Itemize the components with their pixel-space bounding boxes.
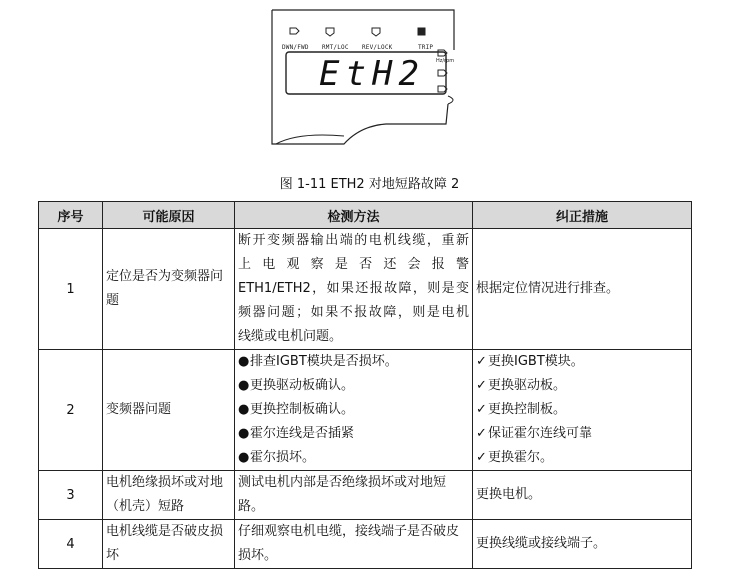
row-method: 测试电机内部是否绝缘损坏或对地短路。 (235, 471, 473, 520)
list-item: ●排查IGBT模块是否损坏。 (238, 350, 469, 374)
checkmark-icon: ✓ (476, 402, 487, 417)
method-line: 上电观察是否还会报警 (238, 257, 469, 272)
checkmark-icon: ✓ (476, 450, 487, 465)
lcd-display-text: EtH2 (319, 54, 425, 94)
fault-table (38, 201, 692, 569)
bullet-icon: ● (238, 426, 250, 441)
table-row (39, 471, 692, 520)
bullet-icon: ● (238, 378, 250, 393)
table-header-row (39, 202, 692, 229)
unit-label: Hz/rpm (436, 58, 455, 64)
row-num: 4 (39, 520, 103, 569)
row-method: 仔细观察电机电缆，接线端子是否破皮损坏。 (235, 520, 473, 569)
led-icon (290, 28, 425, 36)
row-method (235, 350, 473, 471)
header-method: 检测方法 (235, 202, 473, 229)
row-num: 1 (39, 229, 103, 350)
indicator-label: DWN/FWD (282, 44, 309, 51)
list-item: ✓更换霍尔。 (476, 446, 688, 470)
list-item: ✓更换驱动板。 (476, 374, 688, 398)
row-cause: 电机绝缘损坏或对地（机壳）短路 (103, 471, 235, 520)
indicator-label: TRIP (418, 44, 434, 51)
row-num: 2 (39, 350, 103, 471)
method-line: ETH1/ETH2，如果还报故障，则是变 (238, 281, 469, 296)
list-item: ●更换控制板确认。 (238, 398, 469, 422)
bullet-icon: ● (238, 402, 250, 417)
table-row (39, 350, 692, 471)
keypad-figure (268, 6, 468, 150)
table-row (39, 229, 692, 350)
bullet-icon: ● (238, 354, 250, 369)
row-cause: 变频器问题 (103, 350, 235, 471)
method-line: 线缆或电机问题。 (238, 329, 343, 344)
list-item: ●霍尔损坏。 (238, 446, 469, 470)
method-line: 断开变频器输出端的电机线缆，重新 (238, 233, 469, 248)
header-cause: 可能原因 (103, 202, 235, 229)
row-action: 更换线缆或接线端子。 (473, 520, 692, 569)
checkmark-icon: ✓ (476, 354, 487, 369)
indicator-label: RMT/LOC (322, 44, 349, 51)
figure-caption: 图 1-11 ETH2 对地短路故障 2 (279, 177, 460, 192)
list-item: ✓更换控制板。 (476, 398, 688, 422)
checkmark-icon: ✓ (476, 426, 487, 441)
list-item: ●更换驱动板确认。 (238, 374, 469, 398)
list-item: ●霍尔连线是否插紧 (238, 422, 469, 446)
row-num: 3 (39, 471, 103, 520)
row-action (473, 350, 692, 471)
header-action: 纠正措施 (473, 202, 692, 229)
indicator-label: REV/LOCK (362, 44, 393, 51)
row-method (235, 229, 473, 350)
list-item: ✓更换IGBT模块。 (476, 350, 688, 374)
table-row (39, 520, 692, 569)
header-num: 序号 (39, 202, 103, 229)
row-action: 更换电机。 (473, 471, 692, 520)
bullet-icon: ● (238, 450, 250, 465)
checkmark-icon: ✓ (476, 378, 487, 393)
row-cause: 定位是否为变频器问题 (103, 229, 235, 350)
row-action: 根据定位情况进行排查。 (473, 229, 692, 350)
list-item: ✓保证霍尔连线可靠 (476, 422, 688, 446)
row-cause: 电机线缆是否破皮损坏 (103, 520, 235, 569)
method-line: 频器问题；如果不报故障，则是电机 (238, 305, 469, 320)
